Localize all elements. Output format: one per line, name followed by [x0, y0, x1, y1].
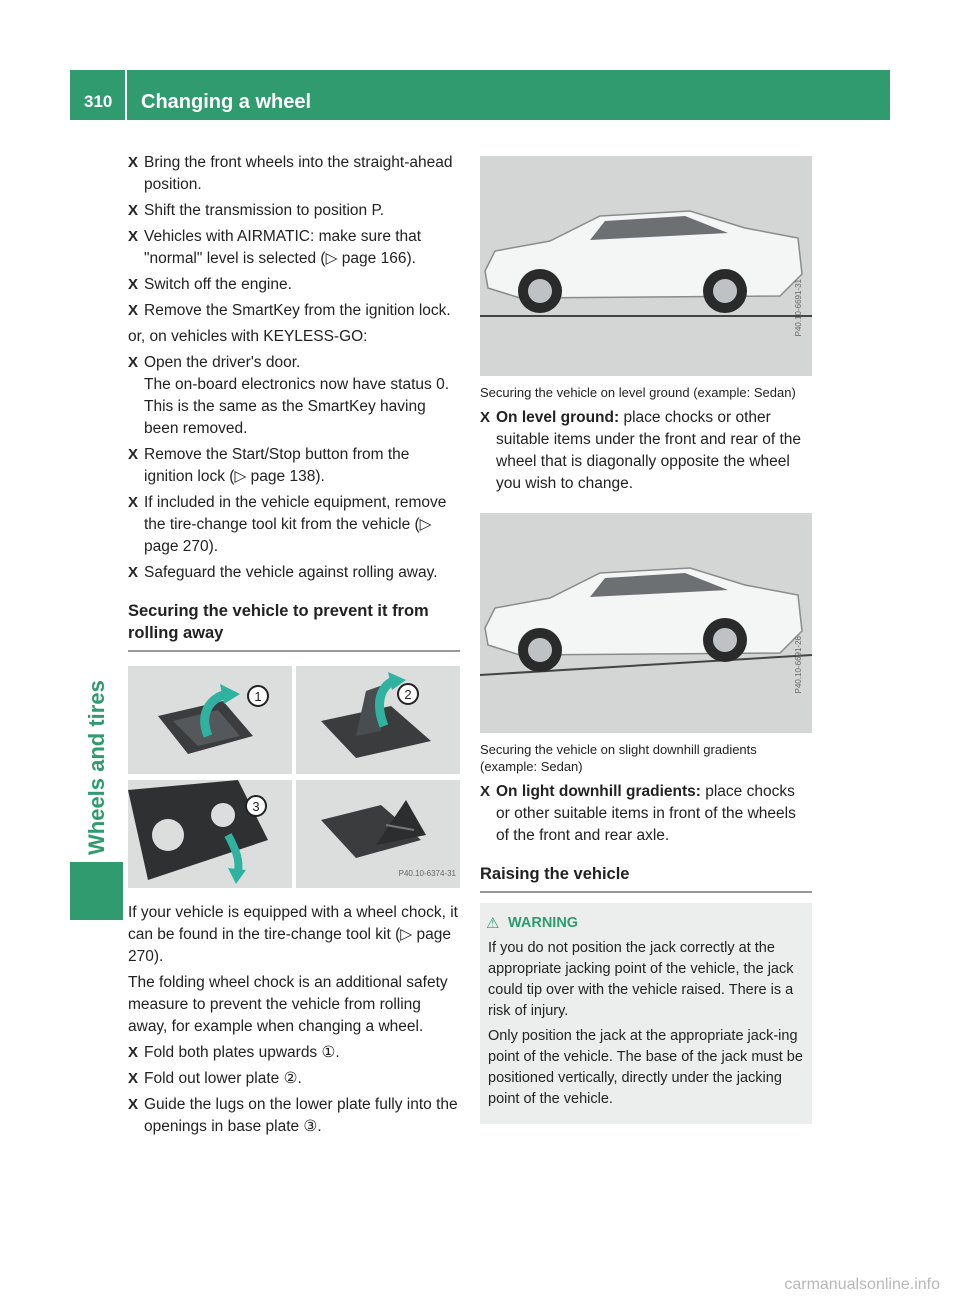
step-marker-icon: X	[128, 1096, 139, 1113]
page-number: 310	[84, 92, 113, 111]
step-marker-icon: X	[128, 1044, 139, 1061]
warning-triangle-icon: ⚠	[486, 915, 500, 932]
step: X Vehicles with AIRMATIC: make sure that "normal" level is selected (▷ page 166).	[128, 228, 422, 267]
step-marker-icon: X	[128, 228, 139, 245]
image-ref-code: P40.10-6691-26	[794, 635, 803, 693]
warning-text: If you do not position the jack correctly at the appropriate jacking point of the vehicle, the jack could tip over with the vehicle raised. There is a risk of injury.	[488, 940, 794, 1019]
paragraph: The folding wheel chock is an additional safety measure to prevent the vehicle from rolling away, for example when changing a wheel.	[128, 974, 448, 1035]
left-column	[128, 152, 460, 1142]
image-ref-code: P40.10-6691-31	[794, 278, 803, 336]
watermark-url: carmanualsonline.info	[784, 1276, 940, 1293]
step: X Guide the lugs on the lower plate fully into the openings in base plate ③.	[128, 1096, 458, 1135]
step: X Safeguard the vehicle against rolling away.	[128, 562, 460, 584]
image-ref-code: P40.10-6374-31	[398, 869, 456, 878]
step-marker-icon: X	[480, 409, 491, 426]
step: X Remove the Start/Stop button from the ignition lock (▷ page 138).	[128, 446, 410, 485]
warning-text: Only position the jack at the appropriate jack-ing point of the vehicle. The base of the jack must be positioned vertically, directly under the jacking point of the vehicle.	[488, 1028, 803, 1107]
step: X If included in the vehicle equipment, remove the tire-change tool kit from the vehicle (▷ page 270).	[128, 494, 447, 555]
figure-caption: Securing the vehicle on slight downhill gradients (example: Sedan)	[480, 742, 757, 774]
warning-title: ⚠ WARNING	[486, 915, 579, 932]
chock-step-2-image	[296, 666, 460, 774]
chock-step-3-image	[128, 780, 292, 888]
step-marker-icon: X	[128, 202, 139, 219]
step-marker-icon: X	[128, 494, 139, 511]
step-marker-icon: X	[128, 154, 139, 171]
chock-folded-image	[296, 780, 460, 888]
step-marker-icon: X	[128, 446, 139, 463]
step: X On level ground: place chocks or other suitable items under the front and rear of the wheel that is diagonally opposite the wheel you wish to change.	[480, 409, 802, 492]
svg-text:3: 3	[252, 799, 260, 814]
wheel-chock-illustration	[128, 666, 460, 888]
svg-text:1: 1	[254, 689, 262, 704]
chapter-tab	[70, 120, 123, 920]
figure-caption: Securing the vehicle on level ground (example: Sedan)	[480, 385, 796, 400]
step-marker-icon: X	[128, 354, 139, 371]
section-heading: Raising the vehicle	[480, 863, 812, 893]
step: X Open the driver's door. The on-board electronics now have status 0. This is the same as the SmartKey having been removed.	[128, 354, 450, 437]
chapter-marker	[70, 862, 123, 920]
step: X Remove the SmartKey from the ignition lock.	[128, 300, 460, 322]
step: X Shift the transmission to position P.	[128, 200, 460, 222]
chock-step-1-image	[128, 666, 292, 774]
right-column	[480, 156, 812, 1124]
paragraph: If your vehicle is equipped with a wheel chock, it can be found in the tire-change tool kit (▷ page 270).	[128, 904, 458, 965]
step: X Bring the front wheels into the straight-ahead position.	[128, 154, 453, 193]
car-level-ground-image	[480, 156, 812, 376]
section-heading: Securing the vehicle to prevent it from rolling away	[128, 600, 460, 652]
page-header	[70, 70, 890, 120]
step: X Fold both plates upwards ①.	[128, 1042, 460, 1064]
warning-box	[480, 903, 812, 1124]
step: X On light downhill gradients: place chocks or other suitable items in front of the wheels of the front and rear axle.	[480, 783, 796, 844]
door-note: The on-board electronics now have status 0. This is the same as the SmartKey having been removed.	[144, 376, 450, 437]
or-note: or, on vehicles with KEYLESS-GO:	[128, 328, 368, 345]
step-marker-icon: X	[480, 783, 491, 800]
step-marker-icon: X	[128, 1070, 139, 1087]
step-marker-icon: X	[128, 276, 139, 293]
step: X Fold out lower plate ②.	[128, 1068, 460, 1090]
step: X Switch off the engine.	[128, 274, 460, 296]
svg-text:2: 2	[404, 687, 412, 702]
step-marker-icon: X	[128, 302, 139, 319]
header-divider	[125, 70, 127, 120]
chapter-label: Wheels and tires	[84, 680, 109, 855]
car-downhill-image	[480, 513, 812, 733]
section-title: Changing a wheel	[141, 91, 312, 113]
step-marker-icon: X	[128, 564, 139, 581]
